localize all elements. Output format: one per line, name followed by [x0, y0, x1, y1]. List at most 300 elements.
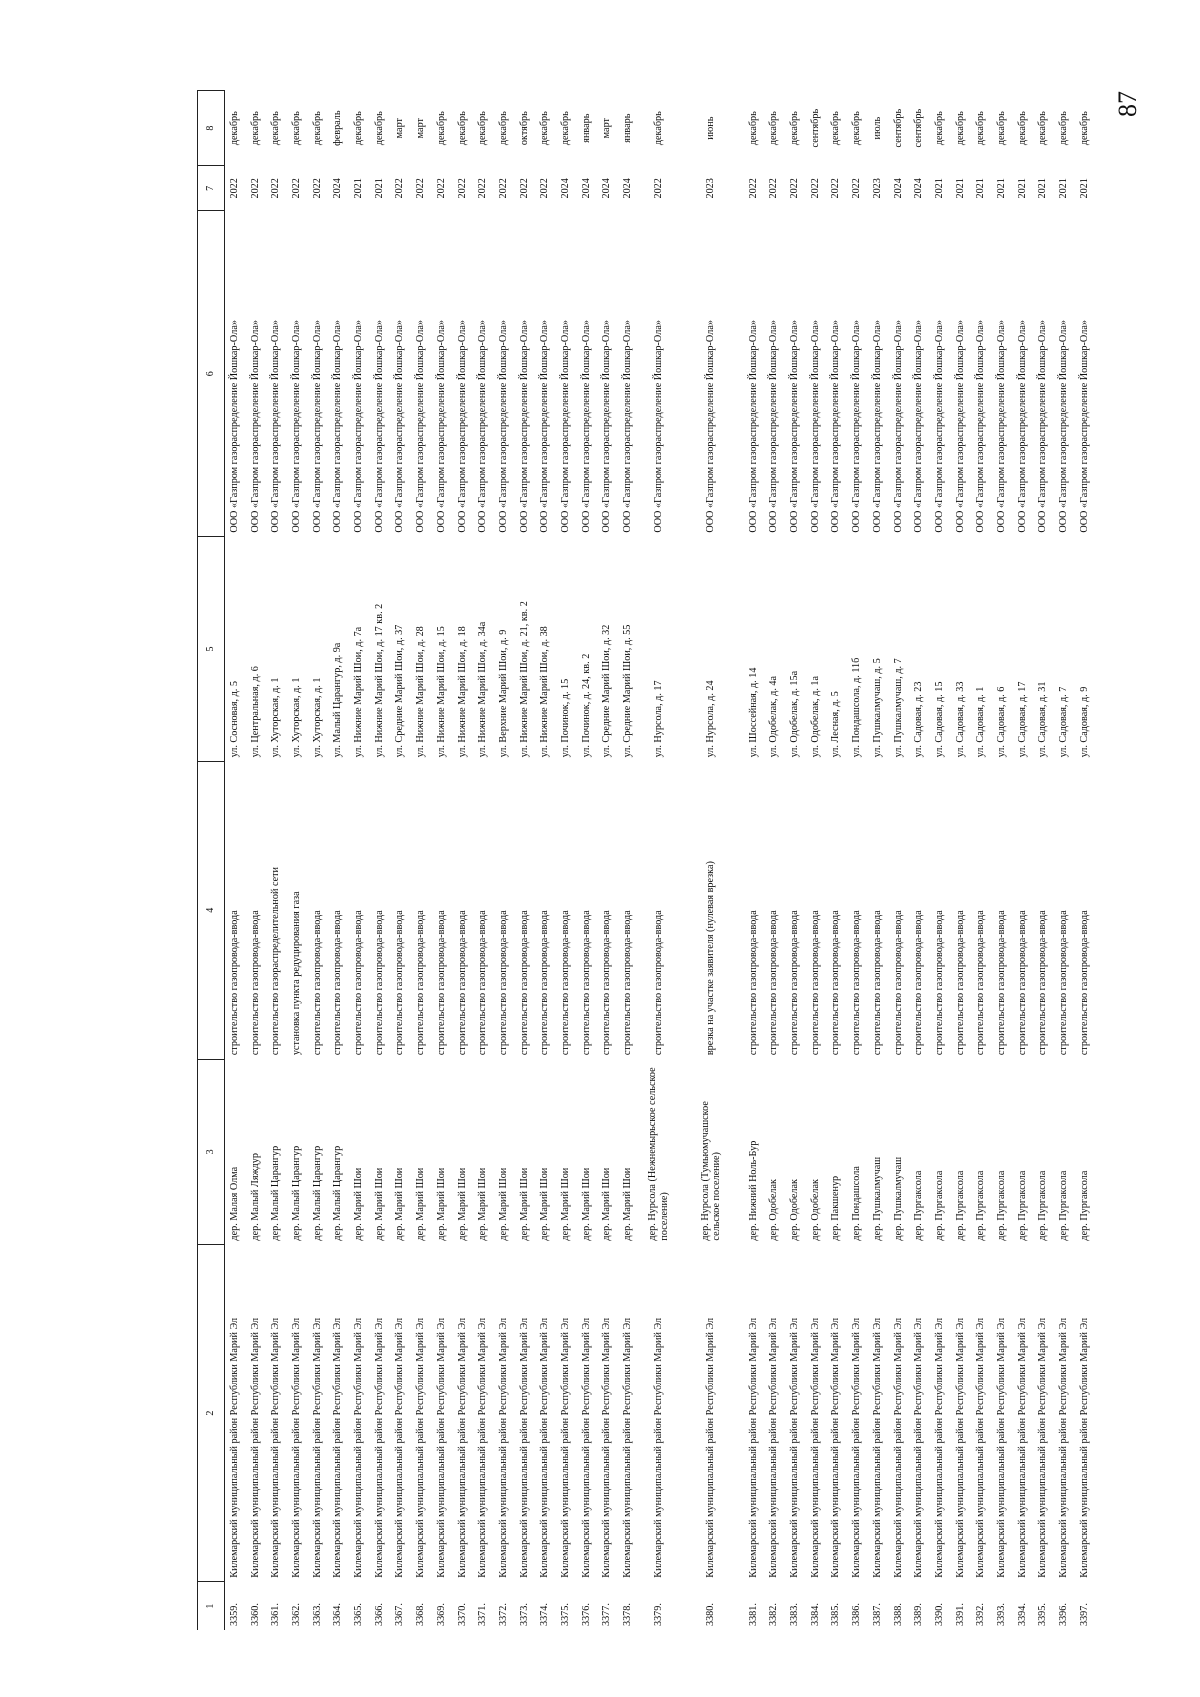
district-cell: Килемарский муниципальный район Республики Марий Эл	[229, 1317, 241, 1578]
row-number: 3387.	[871, 1603, 883, 1626]
address-cell: ул. Центральная, д. 6	[249, 666, 261, 758]
district-cell: Килемарский муниципальный район Республики Марий Эл	[1078, 1317, 1090, 1578]
row-number: 3376.	[580, 1603, 592, 1626]
district-cell: Килемарский муниципальный район Республики Марий Эл	[456, 1317, 468, 1578]
settlement-cell: дер. Пургаксола	[913, 1170, 925, 1241]
organization-cell: ООО «Газпром газораспределение Йошкар-Ола»	[332, 320, 344, 533]
table-row	[743, 91, 764, 1631]
month-cell: декабрь	[456, 111, 468, 146]
work-type-cell: строительство газопровода-ввода	[768, 910, 780, 1056]
row-number: 3374.	[539, 1603, 551, 1626]
work-type-cell: строительство газопровода-ввода	[332, 910, 344, 1056]
month-cell: декабрь	[291, 111, 303, 146]
table-row	[225, 91, 246, 1631]
district-cell: Килемарский муниципальный район Республики Марий Эл	[789, 1317, 801, 1578]
work-type-cell: строительство газопровода-ввода	[933, 910, 945, 1056]
table-row	[266, 91, 287, 1631]
address-cell: ул. Нижние Марий Шои, д. 38	[539, 626, 551, 758]
district-cell: Килемарский муниципальный район Республики Марий Эл	[415, 1317, 427, 1578]
table-row	[785, 91, 806, 1631]
organization-cell: ООО «Газпром газораспределение Йошкар-Ола»	[477, 320, 489, 533]
address-cell: ул. Малый Царангур, д. 9а	[332, 642, 344, 758]
year-cell: 2024	[913, 178, 925, 199]
work-type-cell: строительство газопровода-ввода	[954, 910, 966, 1056]
work-type-cell: строительство газопровода-ввода	[601, 910, 613, 1056]
table-row	[1074, 91, 1095, 1631]
settlement-cell: дер. Марий Шои	[353, 1167, 365, 1241]
row-number: 3397.	[1078, 1603, 1090, 1626]
month-cell: декабрь	[768, 111, 780, 146]
work-type-cell: строительство газопровода-ввода	[892, 910, 904, 1056]
work-type-cell: строительство газопровода-ввода	[456, 910, 468, 1056]
row-number: 3383.	[789, 1603, 801, 1626]
district-cell: Килемарский муниципальный район Республики Марий Эл	[622, 1317, 634, 1578]
row-number: 3392.	[975, 1603, 987, 1626]
month-cell: декабрь	[559, 111, 571, 146]
row-number: 3388.	[892, 1603, 904, 1626]
settlement-cell: дер. Пургаксола	[995, 1170, 1007, 1241]
work-type-cell: строительство газопровода-ввода	[1016, 910, 1028, 1056]
settlement-cell: дер. Марий Шои	[601, 1167, 613, 1241]
organization-cell: ООО «Газпром газораспределение Йошкар-Ола»	[933, 320, 945, 533]
settlement-cell: дер. Марий Шои	[415, 1167, 427, 1241]
address-cell: ул. Нурсола, д. 17	[652, 680, 664, 758]
district-cell: Килемарский муниципальный район Республики Марий Эл	[975, 1317, 987, 1578]
month-cell: февраль	[332, 110, 344, 146]
address-cell: ул. Нижние Марий Шои, д. 17 кв. 2	[373, 603, 385, 758]
organization-cell: ООО «Газпром газораспределение Йошкар-Ола»	[373, 320, 385, 533]
organization-cell: ООО «Газпром газораспределение Йошкар-Ола»	[249, 320, 261, 533]
year-cell: 2022	[270, 178, 282, 199]
organization-cell: ООО «Газпром газораспределение Йошкар-Ола»	[539, 320, 551, 533]
month-cell: март	[601, 118, 613, 139]
address-cell: ул. Хуторская, д. 1	[270, 677, 282, 758]
settlement-cell: дер. Пушкалмучаш	[892, 1156, 904, 1241]
district-cell: Килемарский муниципальный район Республики Марий Эл	[933, 1317, 945, 1578]
table-row	[847, 91, 868, 1631]
address-cell: ул. Средние Марий Шои, д. 32	[601, 624, 613, 758]
row-number: 3394.	[1016, 1603, 1028, 1626]
month-cell: декабрь	[270, 111, 282, 146]
district-cell: Килемарский муниципальный район Республики Марий Эл	[809, 1317, 821, 1578]
work-type-cell: строительство газопровода-ввода	[477, 910, 489, 1056]
organization-cell: ООО «Газпром газораспределение Йошкар-Ола»	[809, 320, 821, 533]
table-row	[597, 91, 618, 1631]
district-cell: Килемарский муниципальный район Республики Марий Эл	[1058, 1317, 1070, 1578]
work-type-cell: строительство газопровода-ввода	[995, 910, 1007, 1056]
organization-cell: ООО «Газпром газораспределение Йошкар-Ола»	[580, 320, 592, 533]
row-number: 3385.	[830, 1603, 842, 1626]
address-cell: ул. Одобелак, д. 4а	[768, 675, 780, 758]
settlement-cell: дер. Одобелак	[809, 1179, 821, 1241]
table-row	[1033, 91, 1054, 1631]
year-cell: 2022	[415, 178, 427, 199]
table-row	[1012, 91, 1033, 1631]
address-cell: ул. Починок, д. 24, кв. 2	[580, 653, 592, 758]
table-row	[618, 91, 639, 1631]
month-cell: декабрь	[373, 111, 385, 146]
table-row	[971, 91, 992, 1631]
organization-cell: ООО «Газпром газораспределение Йошкар-Ола»	[851, 320, 863, 533]
district-cell: Килемарский муниципальный район Республики Марий Эл	[435, 1317, 447, 1578]
row-number: 3396.	[1058, 1603, 1070, 1626]
table-row	[909, 91, 930, 1631]
year-cell: 2022	[851, 178, 863, 199]
year-cell: 2024	[622, 178, 634, 199]
row-number: 3384.	[809, 1603, 821, 1626]
month-cell: декабрь	[1078, 111, 1090, 146]
row-number: 3382.	[768, 1603, 780, 1626]
table-row	[764, 91, 785, 1631]
settlement-cell: дер. Пургаксола	[1078, 1170, 1090, 1241]
work-type-cell: строительство газопровода-ввода	[975, 910, 987, 1056]
table-row	[826, 91, 847, 1631]
organization-cell: ООО «Газпром газораспределение Йошкар-Ола»	[622, 320, 634, 533]
year-cell: 2022	[497, 178, 509, 199]
district-cell: Килемарский муниципальный район Республики Марий Эл	[954, 1317, 966, 1578]
work-type-cell: строительство газопровода-ввода	[249, 910, 261, 1056]
district-cell: Килемарский муниципальный район Республики Марий Эл	[995, 1317, 1007, 1578]
organization-cell: ООО «Газпром газораспределение Йошкар-Ола»	[435, 320, 447, 533]
address-cell: ул. Садовая, д. 9	[1078, 686, 1090, 758]
settlement-cell: дер. Пушкалмучаш	[871, 1156, 883, 1241]
table-body	[225, 91, 1095, 1631]
district-cell: Килемарский муниципальный район Республики Марий Эл	[1016, 1317, 1028, 1578]
column-header: 2	[198, 1245, 225, 1582]
address-cell: ул. Пондашсола, д. 11б	[851, 657, 863, 758]
year-cell: 2021	[975, 178, 987, 199]
month-cell: июль	[871, 116, 883, 140]
work-type-cell: строительство газопровода-ввода	[913, 910, 925, 1056]
work-type-cell: строительство газопровода-ввода	[1037, 910, 1049, 1056]
year-cell: 2022	[249, 178, 261, 199]
work-type-cell: строительство газопровода-ввода	[622, 910, 634, 1056]
year-cell: 2022	[652, 178, 664, 199]
month-cell: декабрь	[1058, 111, 1070, 146]
gasification-table	[197, 90, 1095, 1630]
settlement-cell: дер. Нурсола (Тумьюмучашское сельское поселение)	[699, 1101, 723, 1241]
district-cell: Килемарский муниципальный район Республики Марий Эл	[394, 1317, 406, 1578]
year-cell: 2022	[456, 178, 468, 199]
month-cell: сентябрь	[809, 108, 821, 148]
table-row	[514, 91, 535, 1631]
address-cell: ул. Одобелак, д. 1а	[809, 675, 821, 758]
column-number-row	[198, 91, 225, 1631]
organization-cell: ООО «Газпром газораспределение Йошкар-Ола»	[270, 320, 282, 533]
district-cell: Килемарский муниципальный район Республики Марий Эл	[559, 1317, 571, 1578]
district-cell: Килемарский муниципальный район Республики Марий Эл	[851, 1317, 863, 1578]
settlement-cell: дер. Малый Ляждур	[249, 1153, 261, 1241]
table-row	[638, 91, 679, 1631]
organization-cell: ООО «Газпром газораспределение Йошкар-Ола»	[229, 320, 241, 533]
district-cell: Килемарский муниципальный район Республики Марий Эл	[477, 1317, 489, 1578]
settlement-cell: дер. Марий Шои	[518, 1167, 530, 1241]
address-cell: ул. Починок, д. 15	[559, 678, 571, 758]
table-row	[473, 91, 494, 1631]
table-row	[369, 91, 390, 1631]
work-type-cell: строительство газопровода-ввода	[580, 910, 592, 1056]
table-row	[929, 91, 950, 1631]
address-cell: ул. Нижние Марий Шои, д. 28	[415, 626, 427, 758]
month-cell: декабрь	[1037, 111, 1049, 146]
row-number: 3368.	[415, 1603, 427, 1626]
address-cell: ул. Садовая, д. 23	[913, 681, 925, 758]
settlement-cell: дер. Пургаксола	[975, 1170, 987, 1241]
work-type-cell: строительство газопровода-ввода	[415, 910, 427, 1056]
organization-cell: ООО «Газпром газораспределение Йошкар-Ола»	[415, 320, 427, 533]
organization-cell: ООО «Газпром газораспределение Йошкар-Ола»	[975, 320, 987, 533]
table-row	[679, 91, 743, 1631]
month-cell: сентябрь	[892, 108, 904, 148]
year-cell: 2021	[954, 178, 966, 199]
work-type-cell: строительство газораспределительной сети	[270, 866, 282, 1056]
settlement-cell: дер. Марий Шои	[394, 1167, 406, 1241]
year-cell: 2022	[394, 178, 406, 199]
district-cell: Килемарский муниципальный район Республики Марий Эл	[913, 1317, 925, 1578]
table-row	[888, 91, 909, 1631]
settlement-cell: дер. Малая Олма	[229, 1166, 241, 1241]
address-cell: ул. Верхние Марий Шои, д. 9	[497, 629, 509, 758]
column-header: 8	[198, 91, 225, 166]
address-cell: ул. Сосновая, д. 5	[229, 681, 241, 758]
year-cell: 2021	[353, 178, 365, 199]
address-cell: ул. Одобелак, д. 15а	[789, 670, 801, 758]
work-type-cell: установка пункта редуцирования газа	[291, 891, 303, 1056]
address-cell: ул. Шоссейная, д. 14	[747, 667, 759, 758]
district-cell: Килемарский муниципальный район Республики Марий Эл	[353, 1317, 365, 1578]
year-cell: 2021	[373, 178, 385, 199]
settlement-cell: дер. Пургаксола	[1058, 1170, 1070, 1241]
organization-cell: ООО «Газпром газораспределение Йошкар-Ола»	[456, 320, 468, 533]
district-cell: Килемарский муниципальный район Республики Марий Эл	[270, 1317, 282, 1578]
work-type-cell: строительство газопровода-ввода	[539, 910, 551, 1056]
address-cell: ул. Нурсола, д. 24	[705, 680, 717, 758]
year-cell: 2022	[539, 178, 551, 199]
table-row	[950, 91, 971, 1631]
organization-cell: ООО «Газпром газораспределение Йошкар-Ола»	[913, 320, 925, 533]
district-cell: Килемарский муниципальный район Республики Марий Эл	[601, 1317, 613, 1578]
address-cell: ул. Садовая, д. 31	[1037, 681, 1049, 758]
row-number: 3360.	[249, 1603, 261, 1626]
month-cell: декабрь	[477, 111, 489, 146]
row-number: 3390.	[933, 1603, 945, 1626]
row-number: 3364.	[332, 1603, 344, 1626]
row-number: 3393.	[995, 1603, 1007, 1626]
address-cell: ул. Средние Марий Шои, д. 37	[394, 624, 406, 758]
row-number: 3380.	[705, 1603, 717, 1626]
organization-cell: ООО «Газпром газораспределение Йошкар-Ола»	[353, 320, 365, 533]
organization-cell: ООО «Газпром газораспределение Йошкар-Ола»	[311, 320, 323, 533]
district-cell: Килемарский муниципальный район Республики Марий Эл	[652, 1317, 664, 1578]
organization-cell: ООО «Газпром газораспределение Йошкар-Ола»	[789, 320, 801, 533]
work-type-cell: строительство газопровода-ввода	[1078, 910, 1090, 1056]
organization-cell: ООО «Газпром газораспределение Йошкар-Ола»	[747, 320, 759, 533]
district-cell: Килемарский муниципальный район Республики Марий Эл	[1037, 1317, 1049, 1578]
organization-cell: ООО «Газпром газораспределение Йошкар-Ола»	[871, 320, 883, 533]
year-cell: 2024	[332, 178, 344, 199]
year-cell: 2023	[871, 178, 883, 199]
table-row	[1054, 91, 1075, 1631]
district-cell: Килемарский муниципальный район Республики Марий Эл	[705, 1317, 717, 1578]
table-row	[576, 91, 597, 1631]
work-type-cell: врезка на участке заявителя (нулевая врезка)	[705, 861, 717, 1056]
year-cell: 2022	[477, 178, 489, 199]
row-number: 3381.	[747, 1603, 759, 1626]
row-number: 3395.	[1037, 1603, 1049, 1626]
gasification-table-sheet	[197, 90, 1090, 1630]
address-cell: ул. Хуторская, д. 1	[311, 677, 323, 758]
row-number: 3365.	[353, 1603, 365, 1626]
month-cell: декабрь	[851, 111, 863, 146]
district-cell: Килемарский муниципальный район Республики Марий Эл	[747, 1317, 759, 1578]
year-cell: 2024	[580, 178, 592, 199]
table-row	[287, 91, 308, 1631]
row-number: 3362.	[291, 1603, 303, 1626]
year-cell: 2022	[789, 178, 801, 199]
month-cell: декабрь	[975, 111, 987, 146]
address-cell: ул. Лесная, д. 5	[830, 691, 842, 758]
month-cell: июнь	[705, 116, 717, 140]
settlement-cell: дер. Марий Шои	[477, 1167, 489, 1241]
column-header: 5	[198, 537, 225, 762]
row-number: 3372.	[497, 1603, 509, 1626]
work-type-cell: строительство газопровода-ввода	[747, 910, 759, 1056]
year-cell: 2022	[435, 178, 447, 199]
year-cell: 2022	[311, 178, 323, 199]
month-cell: декабрь	[539, 111, 551, 146]
settlement-cell: дер. Марий Шои	[435, 1167, 447, 1241]
month-cell: март	[415, 118, 427, 139]
settlement-cell: дер. Малый Царангур	[291, 1145, 303, 1241]
year-cell: 2022	[809, 178, 821, 199]
year-cell: 2021	[995, 178, 1007, 199]
district-cell: Килемарский муниципальный район Республики Марий Эл	[768, 1317, 780, 1578]
organization-cell: ООО «Газпром газораспределение Йошкар-Ола»	[559, 320, 571, 533]
month-cell: январь	[580, 113, 592, 143]
row-number: 3371.	[477, 1603, 489, 1626]
address-cell: ул. Нижние Марий Шои, д. 21, кв. 2	[518, 601, 530, 758]
month-cell: декабрь	[229, 111, 241, 146]
year-cell: 2022	[747, 178, 759, 199]
work-type-cell: строительство газопровода-ввода	[652, 910, 664, 1056]
month-cell: декабрь	[789, 111, 801, 146]
work-type-cell: строительство газопровода-ввода	[373, 910, 385, 1056]
month-cell: декабрь	[249, 111, 261, 146]
address-cell: ул. Пушкалмучаш, д. 7	[892, 658, 904, 758]
district-cell: Килемарский муниципальный район Республики Марий Эл	[580, 1317, 592, 1578]
year-cell: 2023	[705, 178, 717, 199]
year-cell: 2021	[1058, 178, 1070, 199]
district-cell: Килемарский муниципальный район Республики Марий Эл	[539, 1317, 551, 1578]
month-cell: декабрь	[311, 111, 323, 146]
address-cell: ул. Садовая, д. 33	[954, 681, 966, 758]
address-cell: ул. Средние Марий Шои, д. 55	[622, 624, 634, 758]
settlement-cell: дер. Марий Шои	[559, 1167, 571, 1241]
organization-cell: ООО «Газпром газораспределение Йошкар-Ола»	[892, 320, 904, 533]
address-cell: ул. Нижние Марий Шои, д. 34а	[477, 621, 489, 758]
district-cell: Килемарский муниципальный район Республики Марий Эл	[373, 1317, 385, 1578]
settlement-cell: дер. Одобелак	[789, 1179, 801, 1241]
month-cell: декабрь	[353, 111, 365, 146]
address-cell: ул. Садовая, д. 1	[975, 686, 987, 758]
year-cell: 2024	[892, 178, 904, 199]
month-cell: сентябрь	[913, 108, 925, 148]
organization-cell: ООО «Газпром газораспределение Йошкар-Ола»	[1078, 320, 1090, 533]
organization-cell: ООО «Газпром газораспределение Йошкар-Ола»	[1037, 320, 1049, 533]
organization-cell: ООО «Газпром газораспределение Йошкар-Ола»	[652, 320, 664, 533]
settlement-cell: дер. Марий Шои	[497, 1167, 509, 1241]
work-type-cell: строительство газопровода-ввода	[830, 910, 842, 1056]
year-cell: 2022	[518, 178, 530, 199]
row-number: 3373.	[518, 1603, 530, 1626]
organization-cell: ООО «Газпром газораспределение Йошкар-Ола»	[768, 320, 780, 533]
table-row	[493, 91, 514, 1631]
organization-cell: ООО «Газпром газораспределение Йошкар-Ола»	[995, 320, 1007, 533]
year-cell: 2024	[601, 178, 613, 199]
work-type-cell: строительство газопровода-ввода	[809, 910, 821, 1056]
organization-cell: ООО «Газпром газораспределение Йошкар-Ола»	[291, 320, 303, 533]
organization-cell: ООО «Газпром газораспределение Йошкар-Ола»	[497, 320, 509, 533]
address-cell: ул. Пушкалмучаш, д. 5	[871, 658, 883, 758]
settlement-cell: дер. Нижний Ноль-Бур	[747, 1140, 759, 1241]
month-cell: март	[394, 118, 406, 139]
row-number: 3359.	[229, 1603, 241, 1626]
month-cell: декабрь	[995, 111, 1007, 146]
work-type-cell: строительство газопровода-ввода	[311, 910, 323, 1056]
organization-cell: ООО «Газпром газораспределение Йошкар-Ола»	[518, 320, 530, 533]
month-cell: октябрь	[518, 111, 530, 146]
row-number: 3361.	[270, 1603, 282, 1626]
work-type-cell: строительство газопровода-ввода	[871, 910, 883, 1056]
district-cell: Килемарский муниципальный район Республики Марий Эл	[830, 1317, 842, 1578]
year-cell: 2022	[768, 178, 780, 199]
month-cell: декабрь	[830, 111, 842, 146]
column-header: 3	[198, 1059, 225, 1244]
row-number: 3379.	[652, 1603, 664, 1626]
row-number: 3377.	[601, 1603, 613, 1626]
work-type-cell: строительство газопровода-ввода	[394, 910, 406, 1056]
row-number: 3367.	[394, 1603, 406, 1626]
table-row	[328, 91, 349, 1631]
work-type-cell: строительство газопровода-ввода	[559, 910, 571, 1056]
column-header: 1	[198, 1582, 225, 1630]
table-row	[452, 91, 473, 1631]
work-type-cell: строительство газопровода-ввода	[789, 910, 801, 1056]
row-number: 3378.	[622, 1603, 634, 1626]
district-cell: Килемарский муниципальный район Республики Марий Эл	[871, 1317, 883, 1578]
month-cell: декабрь	[1016, 111, 1028, 146]
row-number: 3370.	[456, 1603, 468, 1626]
work-type-cell: строительство газопровода-ввода	[518, 910, 530, 1056]
settlement-cell: дер. Пакшенур	[830, 1175, 842, 1241]
month-cell: декабрь	[435, 111, 447, 146]
address-cell: ул. Нижние Марий Шои, д. 18	[456, 626, 468, 758]
settlement-cell: дер. Малый Царангур	[332, 1145, 344, 1241]
district-cell: Килемарский муниципальный район Республики Марий Эл	[497, 1317, 509, 1578]
column-header: 6	[198, 211, 225, 537]
column-header: 7	[198, 166, 225, 211]
organization-cell: ООО «Газпром газораспределение Йошкар-Ола»	[705, 320, 717, 533]
year-cell: 2022	[291, 178, 303, 199]
table-row	[411, 91, 432, 1631]
month-cell: декабрь	[747, 111, 759, 146]
organization-cell: ООО «Газпром газораспределение Йошкар-Ола»	[1016, 320, 1028, 533]
settlement-cell: дер. Пондашсола	[851, 1166, 863, 1241]
district-cell: Килемарский муниципальный район Республики Марий Эл	[249, 1317, 261, 1578]
table-row	[390, 91, 411, 1631]
district-cell: Килемарский муниципальный район Республики Марий Эл	[332, 1317, 344, 1578]
year-cell: 2021	[1037, 178, 1049, 199]
